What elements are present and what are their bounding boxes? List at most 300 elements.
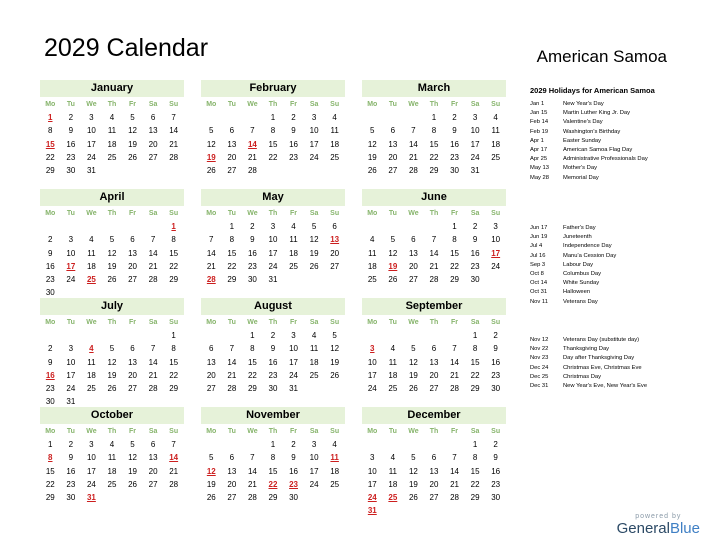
week-row — [362, 369, 506, 382]
day: 22 — [247, 370, 257, 380]
day: 27 — [206, 384, 216, 394]
holiday-name: Martin Luther King Jr. Day — [563, 110, 631, 117]
day: 27 — [128, 384, 137, 394]
week-row — [40, 260, 184, 273]
day: 6 — [332, 222, 337, 231]
empty-day — [403, 111, 424, 124]
day: 21 — [169, 139, 179, 149]
day: 20 — [388, 152, 398, 162]
holiday-name: Christmas Day — [563, 373, 602, 380]
weekday-label: Th — [429, 428, 439, 435]
weekday-header — [40, 317, 184, 329]
week-row — [40, 465, 184, 478]
holiday-name: American Samoa Flag Day — [563, 146, 633, 153]
week-row — [201, 329, 345, 342]
day: 23 — [66, 479, 76, 489]
holiday-date: Feb 19 — [530, 128, 549, 135]
day: 26 — [367, 166, 377, 176]
day: 6 — [130, 344, 135, 354]
empty-day — [81, 220, 102, 233]
empty-day — [383, 220, 404, 233]
day: 25 — [330, 152, 340, 162]
holiday-name: Labour Day — [563, 261, 593, 268]
day: 11 — [107, 126, 117, 136]
day: 24 — [470, 152, 480, 162]
weekday-header — [40, 426, 184, 438]
weekday-header — [362, 317, 506, 329]
weekday-label: Tu — [66, 319, 75, 326]
day: 11 — [330, 126, 339, 136]
day: 9 — [270, 344, 276, 354]
holiday-date: Jun 17 — [530, 225, 548, 231]
weekday-header — [40, 208, 184, 220]
weekday-label: Fr — [451, 210, 459, 217]
weekday-label: Mo — [45, 210, 56, 217]
day: 19 — [408, 370, 418, 380]
empty-day — [143, 329, 164, 342]
day: 4 — [390, 344, 396, 354]
empty-day — [485, 504, 506, 517]
empty-day — [324, 273, 345, 286]
empty-day — [362, 438, 383, 451]
weekday-label: We — [247, 319, 258, 326]
day: 2 — [452, 113, 457, 122]
day: 17 — [309, 466, 319, 476]
holiday-row — [530, 270, 710, 279]
day: 1 — [171, 331, 176, 340]
day: 7 — [411, 126, 416, 136]
day: 19 — [330, 357, 340, 367]
day: 7 — [452, 453, 457, 463]
day: 3 — [291, 331, 296, 340]
day: 11 — [388, 357, 397, 367]
weekday-header — [362, 426, 506, 438]
holiday-day: 14 — [169, 453, 179, 463]
weekday-label: Fr — [451, 428, 459, 435]
holiday-row — [530, 252, 710, 261]
weekday-label: Sa — [148, 101, 158, 108]
day: 19 — [128, 466, 137, 476]
holiday-row — [530, 279, 710, 288]
day: 1 — [48, 440, 53, 449]
holiday-name: Washington's Birthday — [563, 128, 621, 135]
day: 1 — [472, 331, 478, 340]
day: 10 — [86, 126, 96, 136]
holiday-day: 1 — [48, 113, 53, 122]
week-row — [201, 247, 345, 260]
day: 25 — [309, 370, 319, 380]
day: 9 — [291, 453, 296, 463]
day: 16 — [491, 466, 501, 476]
day: 21 — [247, 152, 257, 162]
holiday-group — [530, 336, 710, 391]
day: 29 — [45, 166, 55, 176]
empty-day — [163, 164, 184, 177]
day: 18 — [86, 370, 96, 380]
day: 5 — [332, 331, 337, 340]
day: 4 — [370, 235, 375, 245]
day: 29 — [268, 493, 278, 503]
week-row — [201, 233, 345, 246]
holiday-row — [530, 146, 710, 155]
empty-day — [485, 273, 506, 286]
page-title: 2029 Calendar — [44, 34, 209, 62]
day: 22 — [169, 370, 179, 380]
weekday-label: Mo — [367, 319, 378, 326]
day: 20 — [408, 261, 418, 271]
day: 8 — [171, 235, 176, 245]
day: 14 — [450, 466, 459, 476]
day: 23 — [247, 261, 257, 271]
day: 8 — [431, 126, 437, 136]
weekday-label: Mo — [206, 319, 217, 326]
day: 22 — [470, 370, 480, 380]
day: 7 — [209, 235, 214, 245]
day: 13 — [148, 453, 158, 463]
month-june — [362, 189, 506, 286]
day: 11 — [368, 248, 377, 258]
month-title: August — [201, 298, 345, 315]
weekday-label: Sa — [470, 428, 480, 435]
day: 2 — [48, 344, 53, 354]
day: 19 — [107, 261, 117, 271]
holiday-day: 3 — [370, 344, 375, 354]
day: 25 — [491, 152, 501, 162]
holiday-name: Mother's Day — [563, 165, 597, 172]
month-february — [201, 80, 345, 177]
weekday-label: Tu — [66, 428, 75, 435]
day: 26 — [206, 166, 216, 176]
day: 13 — [128, 248, 137, 258]
day: 19 — [107, 370, 117, 380]
weekday-label: Tu — [66, 101, 75, 108]
day: 12 — [408, 466, 418, 476]
holiday-row — [530, 288, 710, 297]
day: 22 — [227, 261, 237, 271]
brand-logo — [617, 513, 700, 537]
day: 15 — [227, 248, 237, 258]
weekday-label: Sa — [309, 319, 319, 326]
week-row — [201, 260, 345, 273]
holiday-list — [530, 86, 710, 389]
empty-day — [444, 504, 465, 517]
holiday-day: 11 — [330, 453, 339, 463]
weekday-label: Sa — [309, 428, 319, 435]
weekday-label: Fr — [290, 101, 298, 108]
day: 3 — [472, 113, 478, 122]
day: 28 — [450, 384, 459, 394]
day: 21 — [429, 261, 439, 271]
day: 8 — [171, 344, 176, 354]
day: 20 — [330, 248, 340, 258]
day: 7 — [150, 235, 156, 245]
weekday-label: We — [408, 319, 419, 326]
weekday-label: Th — [429, 101, 439, 108]
week-row — [362, 220, 506, 233]
day: 24 — [268, 261, 278, 271]
day: 27 — [128, 275, 137, 285]
holiday-date: Jan 1 — [530, 101, 545, 107]
day: 20 — [227, 152, 237, 162]
week-row — [362, 164, 506, 177]
day: 20 — [429, 479, 439, 489]
month-may — [201, 189, 345, 286]
week-row — [362, 124, 506, 137]
empty-day — [283, 273, 304, 286]
holiday-date: Apr 25 — [530, 156, 548, 163]
day: 10 — [491, 235, 501, 245]
day: 28 — [247, 166, 257, 176]
week-row — [201, 124, 345, 137]
day: 3 — [68, 235, 74, 245]
day: 20 — [148, 466, 158, 476]
day: 18 — [289, 248, 298, 258]
weekday-label: Tu — [66, 210, 75, 217]
day: 6 — [229, 453, 235, 463]
day: 30 — [491, 384, 501, 394]
day: 5 — [209, 453, 214, 463]
day: 27 — [429, 493, 439, 503]
day: 27 — [330, 261, 340, 271]
day: 11 — [289, 235, 298, 245]
weekday-label: Su — [491, 319, 501, 326]
weekday-label: We — [247, 428, 258, 435]
month-title: June — [362, 189, 506, 206]
day: 22 — [429, 152, 439, 162]
holiday-row — [530, 100, 710, 109]
day: 3 — [311, 440, 317, 449]
day: 7 — [431, 235, 437, 245]
day: 31 — [289, 384, 298, 394]
day: 4 — [493, 113, 498, 122]
weekday-header — [201, 317, 345, 329]
holiday-date: Nov 22 — [530, 346, 549, 353]
empty-day — [40, 220, 61, 233]
day: 25 — [289, 261, 298, 271]
month-title: January — [40, 80, 184, 97]
holiday-day: 17 — [66, 261, 76, 271]
day: 19 — [309, 248, 319, 258]
month-title: September — [362, 298, 506, 315]
weekday-label: Th — [107, 428, 117, 435]
day: 3 — [270, 222, 276, 231]
weekday-label: Sa — [148, 428, 158, 435]
week-row — [40, 369, 184, 382]
day: 18 — [107, 466, 117, 476]
day: 22 — [45, 152, 55, 162]
month-title: April — [40, 189, 184, 206]
weekday-label: Fr — [129, 319, 137, 326]
day: 2 — [68, 440, 74, 449]
day: 22 — [470, 479, 480, 489]
empty-day — [324, 164, 345, 177]
day: 7 — [452, 344, 457, 354]
weekday-label: Th — [268, 210, 278, 217]
day: 1 — [250, 331, 255, 340]
holiday-day: 31 — [86, 493, 96, 503]
day: 6 — [150, 440, 156, 449]
weekday-label: Su — [169, 210, 179, 217]
holiday-row — [530, 224, 710, 233]
month-title: November — [201, 407, 345, 424]
holiday-date: May 13 — [530, 165, 550, 172]
day: 8 — [452, 235, 457, 245]
weekday-label: Su — [491, 210, 501, 217]
day: 4 — [332, 440, 337, 449]
day: 20 — [148, 139, 158, 149]
holiday-name: Columbus Day — [563, 270, 602, 277]
weekday-label: Th — [268, 319, 278, 326]
day: 3 — [311, 113, 317, 122]
day: 30 — [289, 493, 298, 503]
day: 9 — [48, 248, 53, 258]
brand-name-part2: Blue — [669, 520, 700, 537]
day: 8 — [270, 453, 276, 463]
day: 16 — [450, 139, 459, 149]
day: 4 — [109, 113, 115, 122]
empty-day — [444, 329, 465, 342]
day: 5 — [390, 235, 396, 245]
weekday-label: We — [86, 101, 97, 108]
empty-day — [383, 504, 404, 517]
day: 24 — [491, 261, 501, 271]
holiday-group — [530, 224, 710, 307]
day: 18 — [86, 261, 96, 271]
empty-day — [201, 220, 222, 233]
day: 5 — [130, 113, 135, 122]
week-row — [201, 151, 345, 164]
holiday-day: 25 — [86, 275, 96, 285]
weekday-label: Th — [107, 319, 117, 326]
day: 13 — [227, 466, 237, 476]
day: 8 — [250, 344, 255, 354]
day: 22 — [268, 152, 278, 162]
empty-day — [485, 164, 506, 177]
day: 28 — [169, 152, 179, 162]
day: 30 — [491, 493, 501, 503]
day: 22 — [45, 479, 55, 489]
empty-day — [102, 164, 123, 177]
day: 12 — [330, 344, 340, 354]
day: 21 — [450, 479, 459, 489]
day: 24 — [309, 152, 319, 162]
day: 28 — [247, 493, 257, 503]
weekday-label: Mo — [367, 210, 378, 217]
day: 10 — [470, 126, 480, 136]
day: 21 — [169, 466, 179, 476]
day: 29 — [227, 275, 237, 285]
day: 20 — [128, 261, 137, 271]
day: 29 — [45, 493, 55, 503]
week-row — [40, 151, 184, 164]
empty-day — [143, 491, 164, 504]
day: 24 — [289, 370, 298, 380]
day: 13 — [429, 357, 439, 367]
day: 28 — [148, 275, 158, 285]
day: 29 — [169, 384, 179, 394]
holiday-name: Halloween — [563, 289, 591, 296]
week-row — [362, 491, 506, 504]
holiday-name: Memorial Day — [563, 174, 599, 181]
day: 17 — [289, 357, 298, 367]
empty-day — [40, 329, 61, 342]
empty-day — [362, 220, 383, 233]
empty-day — [304, 164, 325, 177]
week-row — [362, 382, 506, 395]
day: 6 — [390, 126, 396, 136]
day: 19 — [206, 479, 216, 489]
weekday-header — [201, 426, 345, 438]
day: 29 — [470, 384, 480, 394]
day: 5 — [411, 453, 416, 463]
day: 27 — [148, 152, 158, 162]
weekday-label: Tu — [227, 210, 236, 217]
weekday-label: Su — [330, 319, 340, 326]
weekday-label: We — [86, 210, 97, 217]
holiday-date: May 28 — [530, 174, 550, 181]
empty-day — [283, 164, 304, 177]
week-row — [201, 438, 345, 451]
day: 5 — [109, 235, 115, 245]
day: 10 — [66, 248, 76, 258]
holiday-group — [530, 100, 710, 183]
day: 26 — [408, 493, 418, 503]
day: 18 — [367, 261, 377, 271]
weekday-label: We — [408, 210, 419, 217]
holiday-name: Independence Day — [563, 243, 612, 250]
weekday-label: Fr — [129, 101, 137, 108]
day: 10 — [86, 453, 96, 463]
holiday-day: 23 — [289, 479, 298, 489]
day: 7 — [171, 113, 176, 122]
day: 12 — [367, 139, 377, 149]
holiday-row — [530, 242, 710, 251]
day: 21 — [408, 152, 418, 162]
holiday-day: 25 — [388, 493, 398, 503]
day: 1 — [270, 113, 276, 122]
weekday-label: Sa — [148, 210, 158, 217]
day: 16 — [45, 261, 55, 271]
day: 23 — [289, 152, 298, 162]
day: 25 — [107, 479, 117, 489]
day: 5 — [370, 126, 375, 136]
day: 26 — [309, 261, 319, 271]
day: 21 — [148, 261, 158, 271]
week-row — [201, 478, 345, 491]
day: 16 — [289, 139, 298, 149]
day: 9 — [493, 344, 498, 354]
country-name: American Samoa — [536, 47, 667, 66]
empty-day — [122, 491, 143, 504]
day: 29 — [470, 493, 480, 503]
weekday-label: Sa — [309, 210, 319, 217]
week-row — [201, 164, 345, 177]
weekday-label: Sa — [148, 319, 158, 326]
holiday-day: 17 — [491, 248, 501, 258]
day: 17 — [367, 370, 377, 380]
empty-day — [383, 438, 404, 451]
day: 12 — [408, 357, 418, 367]
week-row — [362, 247, 506, 260]
day: 14 — [450, 357, 459, 367]
weekday-label: Su — [169, 319, 179, 326]
day: 9 — [452, 126, 457, 136]
empty-day — [403, 220, 424, 233]
empty-day — [424, 329, 445, 342]
empty-day — [122, 164, 143, 177]
week-row — [40, 342, 184, 355]
weekday-label: Th — [268, 428, 278, 435]
